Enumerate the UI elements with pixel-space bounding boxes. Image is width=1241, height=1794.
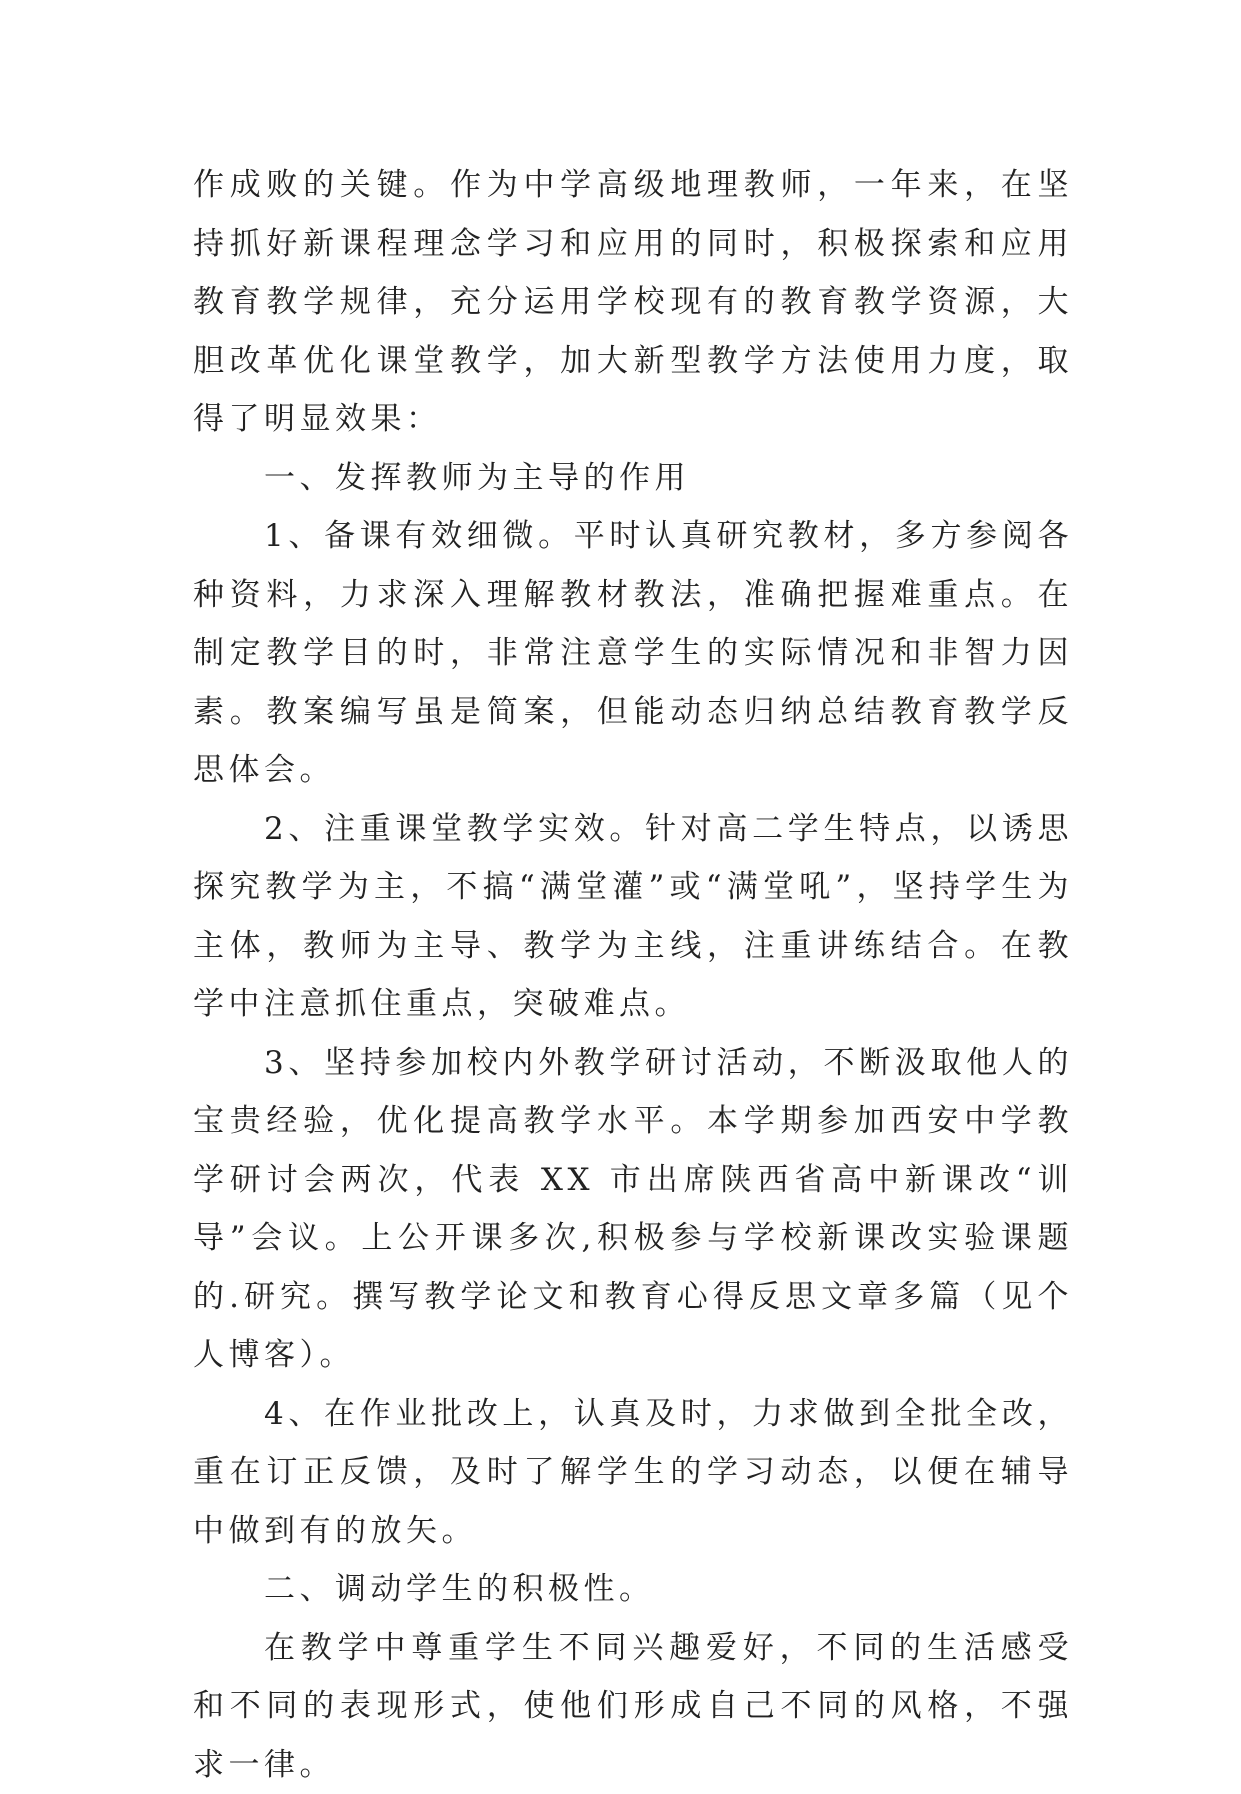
paragraph-teaching-research: 3、坚持参加校内外教学研讨活动，不断汲取他人的宝贵经验，优化提高教学水平。本学期参加西安中学教学研讨会两次，代表 XX 市出席陕西省高中新课改“训导”会议。上公开课多次,积极参与学校新课改实验课题的.研究。撰写教学论文和教育心得反思文章多篇（见个人博客）。	[193, 1034, 1073, 1385]
section-heading-student-motivation: 二、调动学生的积极性。	[193, 1560, 1073, 1619]
paragraph-classroom-effectiveness: 2、注重课堂教学实效。针对高二学生特点，以诱思探究教学为主，不搞“满堂灌”或“满堂吼”，坚持学生为主体，教师为主导、教学为主线，注重讲练结合。在教学中注意抓住重点，突破难点。	[193, 800, 1073, 1034]
paragraph-lesson-preparation: 1、备课有效细微。平时认真研究教材，多方参阅各种资料，力求深入理解教材教法，准确把握难重点。在制定教学目的时，非常注意学生的实际情况和非智力因素。教案编写虽是简案，但能动态归纳总结教育教学反思体会。	[193, 507, 1073, 800]
paragraph-respect-students: 在教学中尊重学生不同兴趣爱好，不同的生活感受和不同的表现形式，使他们形成自己不同的风格，不强求一律。	[193, 1619, 1073, 1794]
paragraph-homework-correction: 4、在作业批改上，认真及时，力求做到全批全改，重在订正反馈，及时了解学生的学习动态，以便在辅导中做到有的放矢。	[193, 1385, 1073, 1561]
section-heading-teacher-role: 一、发挥教师为主导的作用	[193, 449, 1073, 508]
document-body	[193, 156, 1073, 1794]
paragraph-intro-continued: 作成败的关键。作为中学高级地理教师，一年来，在坚持抓好新课程理念学习和应用的同时，积极探索和应用教育教学规律，充分运用学校现有的教育教学资源，大胆改革优化课堂教学，加大新型教学方法使用力度，取得了明显效果：	[193, 156, 1073, 449]
